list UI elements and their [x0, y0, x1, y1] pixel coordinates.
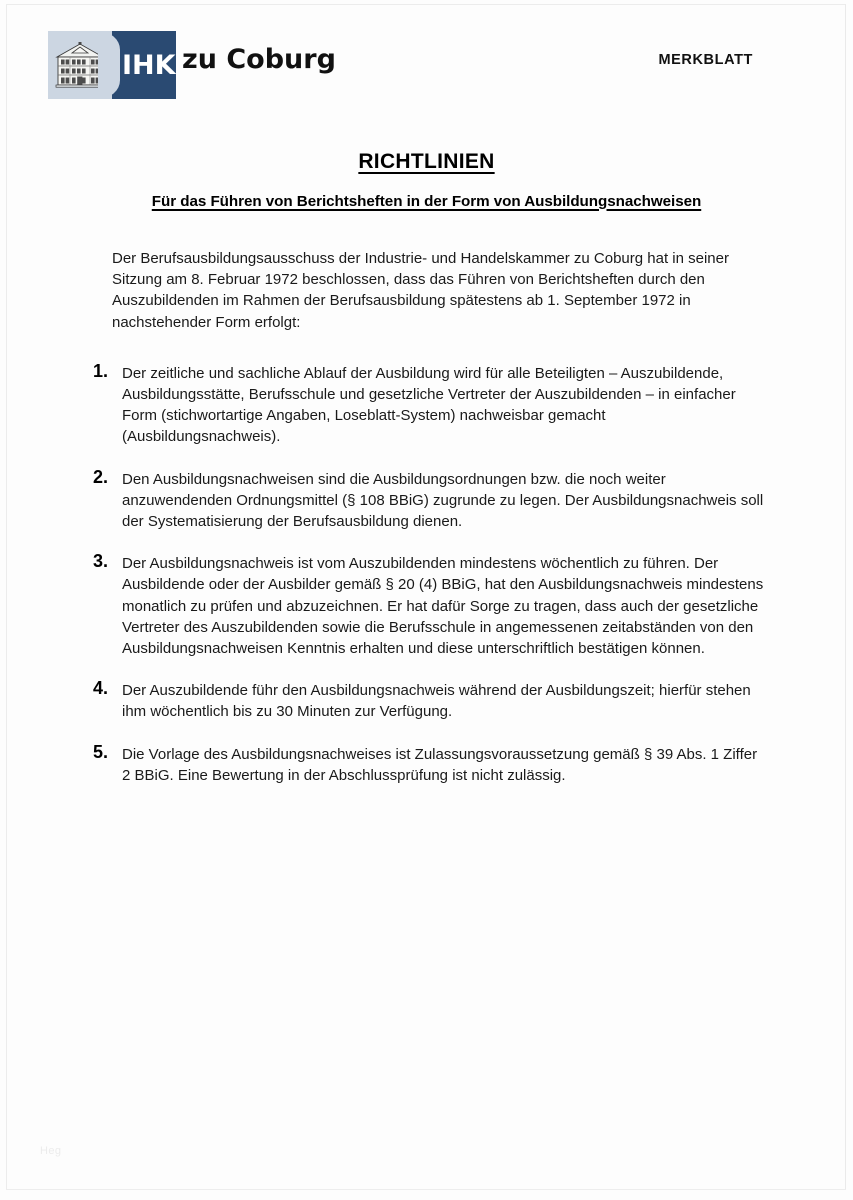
rule-text: Die Vorlage des Ausbildungsnachweises ist Zulassungsvoraussetzung gemäß § 39 Abs. 1 Ziffer 2 BBiG. Eine Bewertung in der Abschlussprüfung ist nicht zulässig.: [122, 745, 758, 784]
ihk-logo: [48, 31, 176, 99]
rule-text: Den Ausbildungsnachweisen sind die Ausbildungsordnungen bzw. die noch weiter anzuwendenden Ordnungsmittel (§ 108 BBiG) zugrunde zu legen. Der Ausbildungsnachweis soll der Systematisierung der Berufsausbildung dienen.: [122, 470, 764, 531]
list-item: [0, 466, 768, 533]
page-subtitle: [0, 193, 853, 210]
page-title: [0, 150, 853, 174]
rule-number: 3.: [93, 551, 109, 572]
rule-text: Der Auszubildende führ den Ausbildungsnachweis während der Ausbildungszeit; hierfür stehen ihm wöchentlich bis zu 30 Minuten zur Verfügung.: [122, 682, 751, 721]
list-item: [0, 680, 768, 722]
document-body: [0, 248, 853, 786]
logo-ihk-mark: IHK: [122, 49, 176, 81]
logo-wedge-shape: [98, 31, 120, 99]
rule-number: 1.: [93, 360, 109, 381]
intro-paragraph: Der Berufsausbildungsausschuss der Industrie- und Handelskammer zu Coburg hat in seiner Sitzung am 8. Februar 1972 beschlossen, dass das Führen von Berichtsheften durch den Auszubildenden im Rahmen der Berufsausbildung spätestens ab 1. September 1972 in nachstehender Form erfolgt:: [112, 250, 729, 331]
page-subtitle-text: Für das Führen von Berichtsheften in der Form von Ausbildungsnachweisen: [151, 192, 702, 210]
rule-text: Der Ausbildungsnachweis ist vom Auszubildenden mindestens wöchentlich zu führen. Der Ausbildende oder der Ausbilder gemäß § 20 (4) BBiG, hat den Ausbildungsnachweis mindestens monatlich zu prüfen und abzuzeichnen. Er hat dafür Sorge zu tragen, dass auch der gesetzliche Vertreter des Auszubildenden sowie die Berufsschule in angemessenen zeitabständen von den Ausbildungsnachweisen Kenntnis erhalten und diese unterschriftlich bestätigen können.: [122, 555, 764, 658]
rules-list: [0, 360, 853, 786]
rule-number: 2.: [93, 466, 109, 487]
rule-number: 4.: [93, 678, 109, 699]
document-header: [0, 0, 853, 120]
logo-navy-panel: [112, 31, 176, 99]
logo-wordmark: zu Coburg: [182, 44, 336, 75]
footer-watermark: Heg: [40, 1145, 62, 1157]
rule-text: Der zeitliche und sachliche Ablauf der Ausbildung wird für alle Beteiligten – Auszubildende, Ausbildungsstätte, Berufsschule und gesetzliche Vertreter der Auszubildenden – in einfacher Form (stichwortartige Angaben, Loseblatt-System) nachweisbar gemacht (Ausbildungsnachweis).: [122, 364, 736, 446]
list-item: [0, 553, 768, 659]
document-type-label: MERKBLATT: [658, 52, 753, 68]
page-edge-bottom: [6, 1189, 846, 1190]
rule-number: 5.: [93, 741, 109, 762]
list-item: [0, 360, 768, 448]
page-title-text: RICHTLINIEN: [358, 150, 495, 174]
list-item: [0, 741, 768, 786]
